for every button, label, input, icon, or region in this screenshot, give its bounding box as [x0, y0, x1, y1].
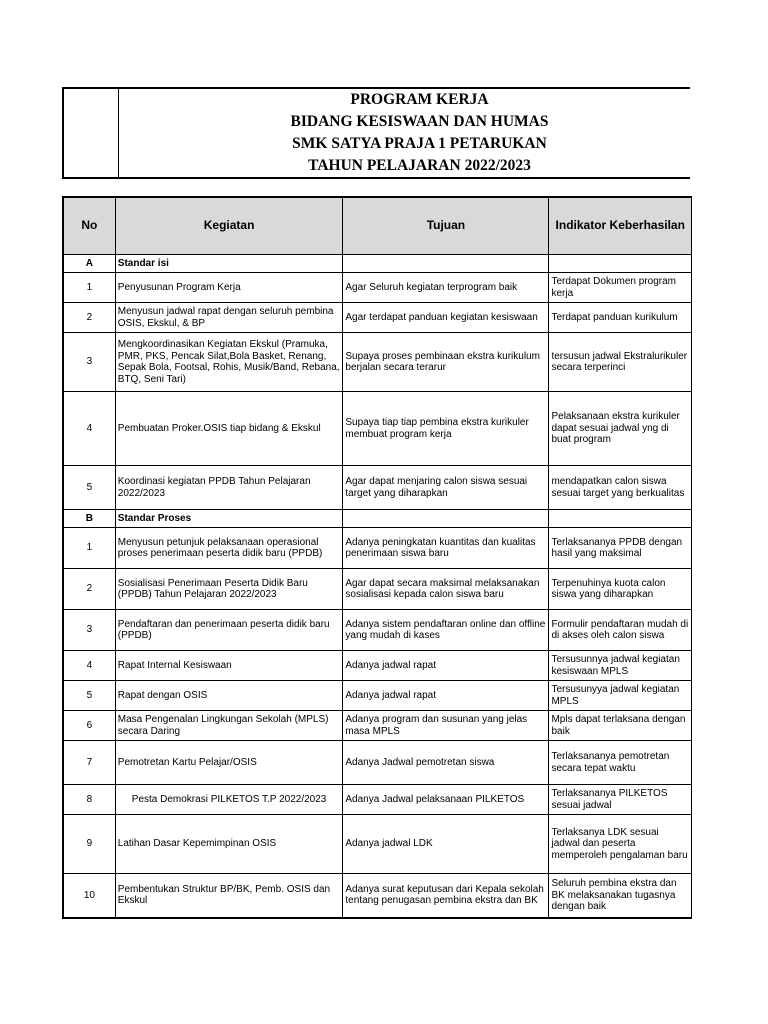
- cell-indikator: Terdapat Dokumen program kerja: [549, 273, 692, 303]
- empty-cell: [549, 510, 692, 528]
- column-header-tujuan: Tujuan: [343, 197, 549, 255]
- cell-tujuan: Adanya jadwal rapat: [343, 651, 549, 681]
- section-code: B: [63, 510, 115, 528]
- table-row: [63, 785, 692, 815]
- empty-cell: [549, 255, 692, 273]
- column-header-indikator: Indikator Keberhasilan: [549, 197, 692, 255]
- cell-indikator: Tersusunnya jadwal kegiatan kesiswaan MPLS: [549, 651, 692, 681]
- table-row: [63, 815, 692, 874]
- cell-indikator: Tersusunyya jadwal kegiatan MPLS: [549, 681, 692, 711]
- table-row: [63, 651, 692, 681]
- table-row: [63, 303, 692, 333]
- cell-indikator: Terpenuhinya kuota calon siswa yang diharapkan: [549, 569, 692, 610]
- cell-no: 3: [63, 610, 115, 651]
- cell-indikator: Terlaksananya PPDB dengan hasil yang maksimal: [549, 528, 692, 569]
- cell-no: 5: [63, 466, 115, 510]
- cell-no: 6: [63, 711, 115, 741]
- table-body: [63, 255, 692, 918]
- cell-no: 2: [63, 569, 115, 610]
- empty-cell: [343, 255, 549, 273]
- title-line-4: TAHUN PELAJARAN 2022/2023: [308, 157, 531, 174]
- cell-tujuan: Adanya sistem pendaftaran online dan offline yang mudah di kases: [343, 610, 549, 651]
- cell-no: 4: [63, 651, 115, 681]
- empty-cell: [343, 510, 549, 528]
- table-row: [63, 528, 692, 569]
- title-line-1: PROGRAM KERJA: [350, 91, 489, 108]
- cell-tujuan: Supaya tiap tiap pembina ekstra kurikuler membuat program kerja: [343, 392, 549, 466]
- table-row: [63, 392, 692, 466]
- cell-kegiatan: Pembentukan Struktur BP/BK, Pemb. OSIS dan Ekskul: [115, 874, 343, 918]
- title-line-2: BIDANG KESISWAAN DAN HUMAS: [290, 113, 549, 130]
- cell-indikator: Terlaksananya PILKETOS sesuai jadwal: [549, 785, 692, 815]
- cell-tujuan: Adanya Jadwal pelaksanaan PILKETOS: [343, 785, 549, 815]
- cell-tujuan: Agar Seluruh kegiatan terprogram baik: [343, 273, 549, 303]
- cell-kegiatan: Masa Pengenalan Lingkungan Sekolah (MPLS) secara Daring: [115, 711, 343, 741]
- cell-indikator: Pelaksanaan ekstra kurikuler dapat sesuai jadwal yng di buat program: [549, 392, 692, 466]
- cell-kegiatan: Menyusun jadwal rapat dengan seluruh pembina OSIS, Ekskul, & BP: [115, 303, 343, 333]
- cell-kegiatan: Penyusunan Program Kerja: [115, 273, 343, 303]
- section-title: Standar Proses: [115, 510, 343, 528]
- cell-kegiatan: Rapat dengan OSIS: [115, 681, 343, 711]
- cell-kegiatan: Mengkoordinasikan Kegiatan Ekskul (Pramuka, PMR, PKS, Pencak Silat,Bola Basket, Renang, Sepak Bola, Footsal, Rohis, Musik/Band, Rebana, BTQ, Seni Tari): [115, 333, 343, 392]
- table-row: [63, 610, 692, 651]
- table-row: [63, 711, 692, 741]
- cell-indikator: mendapatkan calon siswa sesuai target yang berkualitas: [549, 466, 692, 510]
- cell-no: 4: [63, 392, 115, 466]
- section-code: A: [63, 255, 115, 273]
- cell-kegiatan: Pesta Demokrasi PILKETOS T.P 2022/2023: [115, 785, 343, 815]
- cell-indikator: tersusun jadwal Ekstralurikuler secara terperinci: [549, 333, 692, 392]
- cell-no: 8: [63, 785, 115, 815]
- cell-indikator: Terdapat panduan kurikulum: [549, 303, 692, 333]
- table-row: [63, 569, 692, 610]
- cell-no: 5: [63, 681, 115, 711]
- table-row: [63, 741, 692, 785]
- cell-tujuan: Agar dapat secara maksimal melaksanakan sosialisasi kepada calon siswa baru: [343, 569, 549, 610]
- cell-indikator: Terlaksanya LDK sesuai jadwal dan peserta memperoleh pengalaman baru: [549, 815, 692, 874]
- cell-kegiatan: Latihan Dasar Kepemimpinan OSIS: [115, 815, 343, 874]
- logo-cell: [64, 89, 119, 177]
- section-row: [63, 255, 692, 273]
- cell-no: 7: [63, 741, 115, 785]
- cell-tujuan: Adanya Jadwal pemotretan siswa: [343, 741, 549, 785]
- cell-tujuan: Adanya jadwal rapat: [343, 681, 549, 711]
- cell-tujuan: Adanya program dan susunan yang jelas masa MPLS: [343, 711, 549, 741]
- column-header-no: No: [63, 197, 115, 255]
- cell-indikator: Formulir pendaftaran mudah di di akses oleh calon siswa: [549, 610, 692, 651]
- cell-indikator: Terlaksananya pemotretan secara tepat waktu: [549, 741, 692, 785]
- cell-no: 10: [63, 874, 115, 918]
- table-row: [63, 273, 692, 303]
- cell-no: 3: [63, 333, 115, 392]
- cell-kegiatan: Sosialisasi Penerimaan Peserta Didik Baru (PPDB) Tahun Pelajaran 2022/2023: [115, 569, 343, 610]
- cell-tujuan: Supaya proses pembinaan ekstra kurikulum berjalan secara terarur: [343, 333, 549, 392]
- cell-no: 9: [63, 815, 115, 874]
- cell-kegiatan: Koordinasi kegiatan PPDB Tahun Pelajaran 2022/2023: [115, 466, 343, 510]
- program-table: [62, 196, 692, 919]
- table-row: [63, 874, 692, 918]
- column-header-kegiatan: Kegiatan: [115, 197, 343, 255]
- table-row: [63, 466, 692, 510]
- table-row: [63, 333, 692, 392]
- cell-tujuan: Agar dapat menjaring calon siswa sesuai target yang diharapkan: [343, 466, 549, 510]
- document-header: [62, 87, 690, 179]
- cell-tujuan: Agar terdapat panduan kegiatan kesiswaan: [343, 303, 549, 333]
- cell-kegiatan: Pemotretan Kartu Pelajar/OSIS: [115, 741, 343, 785]
- cell-kegiatan: Menyusun petunjuk pelaksanaan operasional proses penerimaan peserta didik baru (PPDB): [115, 528, 343, 569]
- cell-indikator: Mpls dapat terlaksana dengan baik: [549, 711, 692, 741]
- cell-no: 1: [63, 273, 115, 303]
- section-title: Standar isi: [115, 255, 343, 273]
- cell-kegiatan: Pembuatan Proker.OSIS tiap bidang & Ekskul: [115, 392, 343, 466]
- cell-tujuan: Adanya peningkatan kuantitas dan kualitas penerimaan siswa baru: [343, 528, 549, 569]
- table-header-row: [63, 197, 692, 255]
- cell-tujuan: Adanya jadwal LDK: [343, 815, 549, 874]
- section-row: [63, 510, 692, 528]
- document-title: [119, 89, 690, 177]
- table-row: [63, 681, 692, 711]
- cell-no: 1: [63, 528, 115, 569]
- cell-kegiatan: Rapat Internal Kesiswaan: [115, 651, 343, 681]
- cell-kegiatan: Pendaftaran dan penerimaan peserta didik baru (PPDB): [115, 610, 343, 651]
- cell-tujuan: Adanya surat keputusan dari Kepala sekolah tentang penugasan pembina ekstra dan BK: [343, 874, 549, 918]
- cell-no: 2: [63, 303, 115, 333]
- cell-indikator: Seluruh pembina ekstra dan BK melaksanakan tugasnya dengan baik: [549, 874, 692, 918]
- title-line-3: SMK SATYA PRAJA 1 PETARUKAN: [292, 135, 547, 152]
